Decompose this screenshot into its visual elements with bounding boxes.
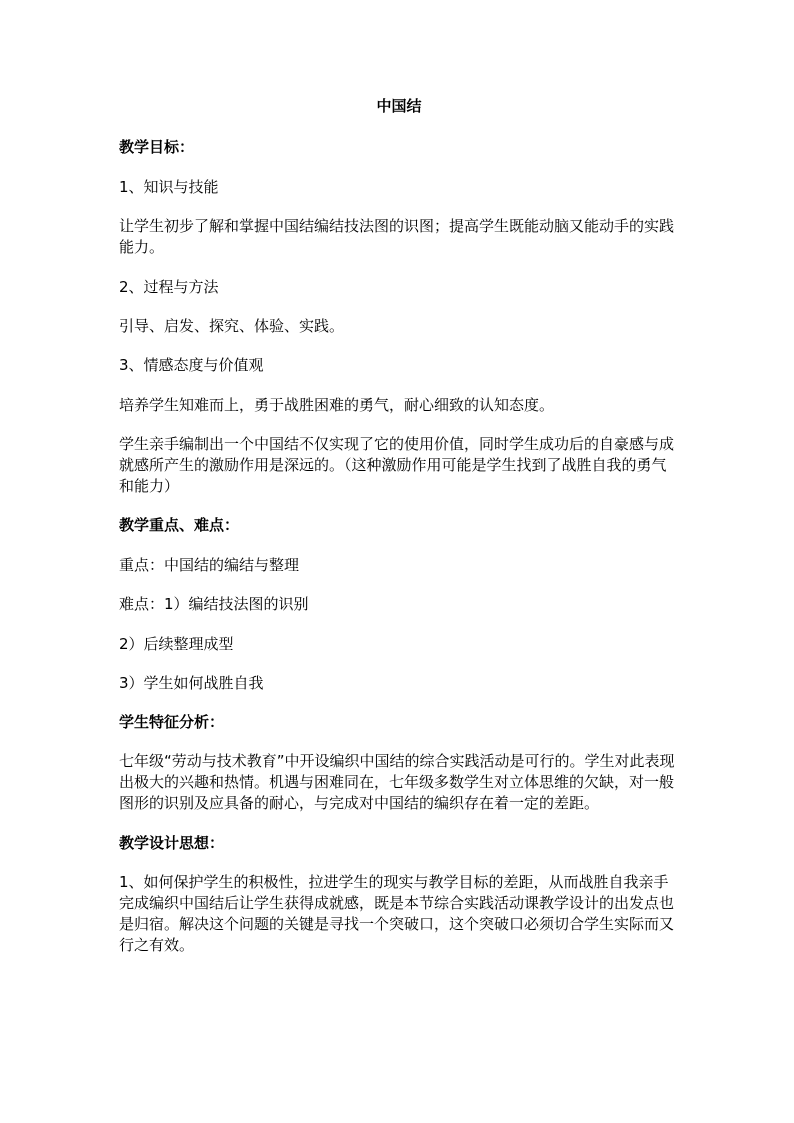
design-heading: 教学设计思想： <box>119 834 225 852</box>
objective-1-text: 让学生初步了解和掌握中国结编结技法图的识图；提高学生既能动脑又能动手的实践能力。 <box>119 217 675 256</box>
students-text: 七年级“劳动与技术教育”中开设编织中国结的综合实践活动是可行的。学生对此表现出极大的兴趣和热情。机遇与困难同在，七年级多数学生对立体思维的欠缺，对一般图形的识别及应具备的耐心，与完成对中国结的编织存在着一定的差距。 <box>119 752 675 812</box>
objective-1-heading: 1、知识与技能 <box>119 178 219 196</box>
document-title: 中国结 <box>376 97 422 115</box>
difficulty-3: 3）学生如何战胜自我 <box>119 674 264 692</box>
objective-3-text-2: 学生亲手编制出一个中国结不仅实现了它的使用价值，同时学生成功后的自豪感与成就感所产生的激励作用是深远的。（这种激励作用可能是学生找到了战胜自我的勇气和能力） <box>119 435 675 495</box>
difficulty-1: 难点：1）编结技法图的识别 <box>119 595 309 613</box>
objective-3-heading: 3、情感态度与价值观 <box>119 356 264 374</box>
objectives-heading: 教学目标： <box>119 138 195 156</box>
objective-3-text-1: 培养学生知难而上，勇于战胜困难的勇气，耐心细致的认知态度。 <box>119 396 555 414</box>
students-heading: 学生特征分析： <box>119 713 225 731</box>
keypoints-heading: 教学重点、难点： <box>119 516 240 534</box>
difficulty-2: 2）后续整理成型 <box>119 635 234 653</box>
objective-2-text: 引导、启发、探究、体验、实践。 <box>119 317 345 335</box>
design-text: 1、如何保护学生的积极性，拉进学生的现实与教学目标的差距，从而战胜自我亲手完成编织中国结后让学生获得成就感，既是本节综合实践活动课教学设计的出发点也是归宿。解决这个问题的关键是寻找一个突破口，这个突破口必须切合学生实际而又行之有效。 <box>119 873 675 954</box>
key-point: 重点：中国结的编结与整理 <box>119 556 300 574</box>
objective-2-heading: 2、过程与方法 <box>119 278 219 296</box>
